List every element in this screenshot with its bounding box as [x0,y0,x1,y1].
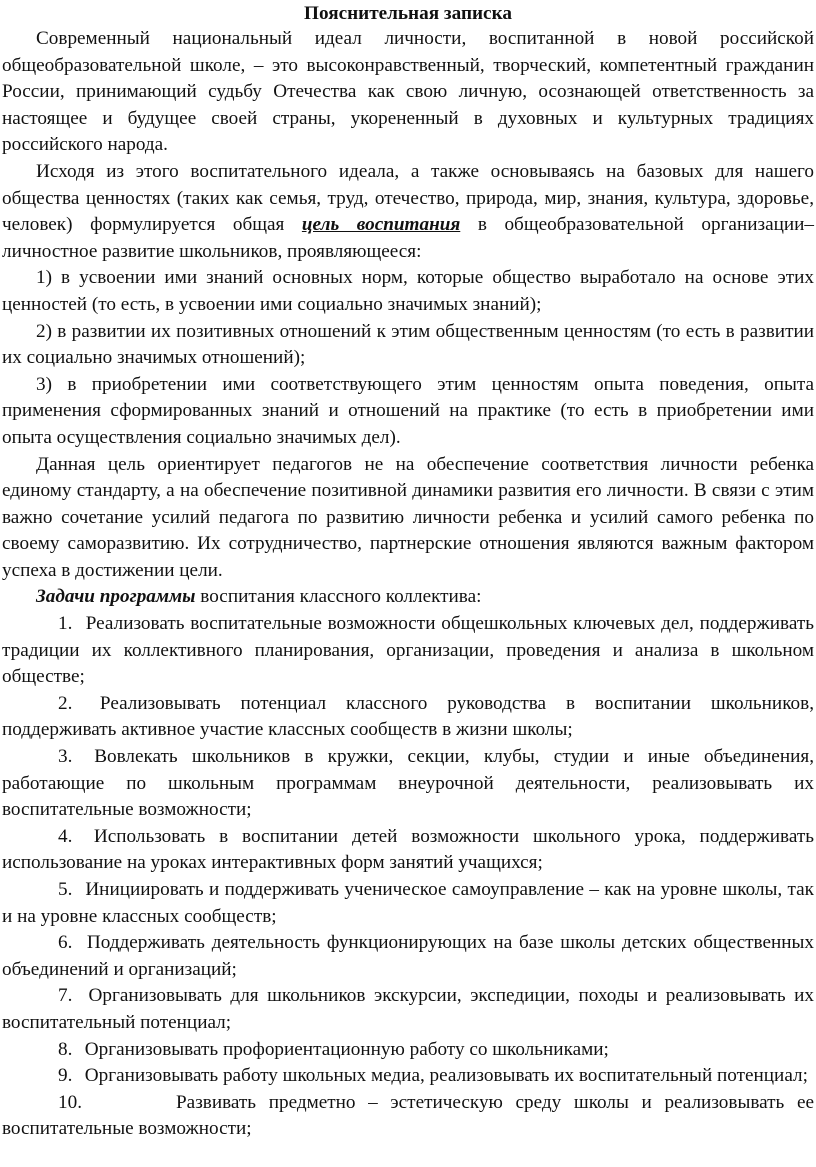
goal-paragraph [2,159,814,265]
intro-paragraph: Современный национальный идеал личности, воспитанной в новой российской общеобразовательной школе, – это высоконравственный, творческий, компетентный гражданин России, принимающий судьбу Отечества как свою личную, осознающей ответственность за настоящее и будущее своей страны, укорененный в духовных и культурных традициях российского народа. [2,28,814,156]
goal-item-1: 1) в усвоении ими знаний основных норм, которые общество выработало на основе этих ценностей (то есть, в усвоении ими социально значимых знаний); [2,267,814,315]
task-item-1 [2,611,814,691]
task-number: 1. [58,613,73,635]
task-number: 10. [58,1091,82,1113]
task-item-10 [2,1090,814,1143]
task-text: Инициировать и поддерживать ученическое самоуправление – как на уровне школы, так и на уровне классных сообществ; [2,879,815,927]
task-number: 9. [58,1065,73,1087]
task-number: 5. [58,879,73,900]
task-text: Реализовать воспитательные возможности общешкольных ключевых дел, поддерживать традиции их коллективного планирования, организации, проведения и анализа в школьном обществе; [2,613,814,688]
task-item-3 [2,744,814,824]
task-item-9 [2,1063,814,1090]
task-item-6 [2,930,814,983]
goal-item-2: 2) в развитии их позитивных отношений к этим общественным ценностям (то есть в развитии их социально значимых отношений); [2,320,814,369]
goal-emphasis: цель воспитания [301,214,461,236]
task-number: 7. [58,985,73,1007]
task-item-5 [2,877,814,930]
task-text: Организовывать работу школьных медиа, реализовывать их воспитательный потенциал; [84,1065,808,1087]
task-number: 8. [58,1038,73,1060]
task-text: Использовать в воспитании детей возможности школьного урока, поддерживать использование на уроках интерактивных форм занятий учащихся; [2,825,814,874]
tasks-heading-rest: воспитания классного коллектива: [195,586,482,608]
goal-text-before: Исходя из этого воспитательного идеала, а также основываясь на базовых для нашего общества ценностях (таких как семья, труд, отечество, природа, мир, знания, культура, здоровье, человек) формулируется общая [2,160,814,236]
tasks-heading-emphasis: Задачи программы [36,586,196,608]
task-item-7 [2,983,814,1036]
document-title: Пояснительная записка [304,3,512,24]
task-number: 4. [58,825,73,847]
task-text: Организовывать профориентационную работу со школьниками; [84,1038,609,1060]
task-number: 3. [58,746,73,768]
task-number: 2. [58,692,73,714]
task-text: Вовлекать школьников в кружки, секции, клубы, студии и иные объединения, работающие по школьным программам внеурочной деятельности, реализовывать их воспитательные возможности; [2,746,814,821]
task-text: Организовывать для школьников экскурсии, экспедиции, походы и реализовывать их воспитательный потенциал; [2,985,815,1033]
task-item-2 [2,691,814,744]
tasks-heading [2,584,814,611]
task-text: Поддерживать деятельность функционирующих на базе школы детских общественных объединений и организаций; [2,932,814,980]
orientation-paragraph: Данная цель ориентирует педагогов не на обеспечение соответствия личности ребенка единому стандарту, а на обеспечение позитивной динамики развития его личности. В связи с этим важно сочетание усилий педагога по развитию личности ребенка и усилий самого ребенка по своему саморазвитию. Их сотрудничество, партнерские отношения являются важным фактором успеха в достижении цели. [2,453,814,581]
goal-text-after: в общеобразовательной организации–личностное развитие школьников, проявляющееся: [2,214,814,262]
task-item-8 [2,1037,814,1064]
task-number: 6. [58,932,73,954]
goal-item-3: 3) в приобретении ими соответствующего этим ценностям опыта поведения, опыта применения сформированных знаний и отношений на практике (то есть в приобретении ими опыта осуществления социально значимых дел). [2,373,814,448]
task-item-4 [2,824,814,877]
task-text: Реализовывать потенциал классного руководства в воспитании школьников, поддерживать активное участие классных сообществ в жизни школы; [2,692,814,741]
task-text: Развивать предметно – эстетическую среду школы и реализовывать ее воспитательные возможности; [2,1091,814,1140]
